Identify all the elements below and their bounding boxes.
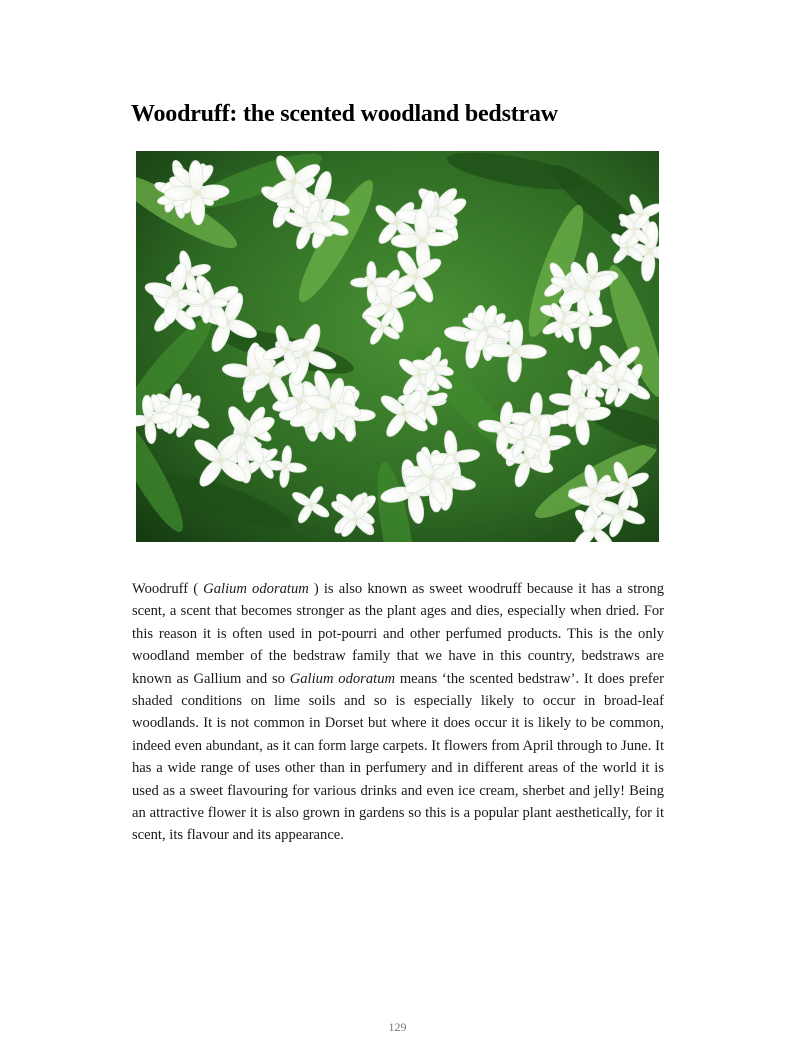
species-name: Galium odoratum — [203, 581, 309, 597]
woodruff-flower-photo — [136, 151, 659, 542]
woodruff-flower-illustration — [136, 151, 659, 542]
body-text-segment: means ‘the scented bedstraw’. It does prefer shaded conditions on lime soils and so is especially likely to occur in broad-leaf woodlands. It is not common in Dorset but where it does occur it is likely to be common, indeed even abundant, as it can form large carpets. It flowers from April through to June. It has a wide range of uses other than in perfumery and in different areas of the world it is used as a sweet flavouring for various drinks and even ice cream, sherbet and jelly! Being an attractive flower it is also grown in gardens so this is a popular plant aesthetically, for it scent, its flavour and its appearance. — [132, 670, 664, 844]
body-text-segment: Woodruff ( — [132, 581, 204, 597]
species-name: Galium odoratum — [289, 670, 396, 687]
page-number: 129 — [388, 1020, 407, 1034]
page-title: Woodruff: the scented woodland bedstraw — [131, 101, 558, 127]
body-text-segment: ) is also known as sweet woodruff because it has a strong scent, a scent that becomes stronger as the plant ages and dies, especially when dried. For this reason it is often used in pot-pourri and other perfumed products. This is the only woodland member of the bedstraw family that we have in this country, bedstraws are known as Gallium and so — [132, 581, 664, 687]
body-paragraph — [132, 578, 664, 847]
